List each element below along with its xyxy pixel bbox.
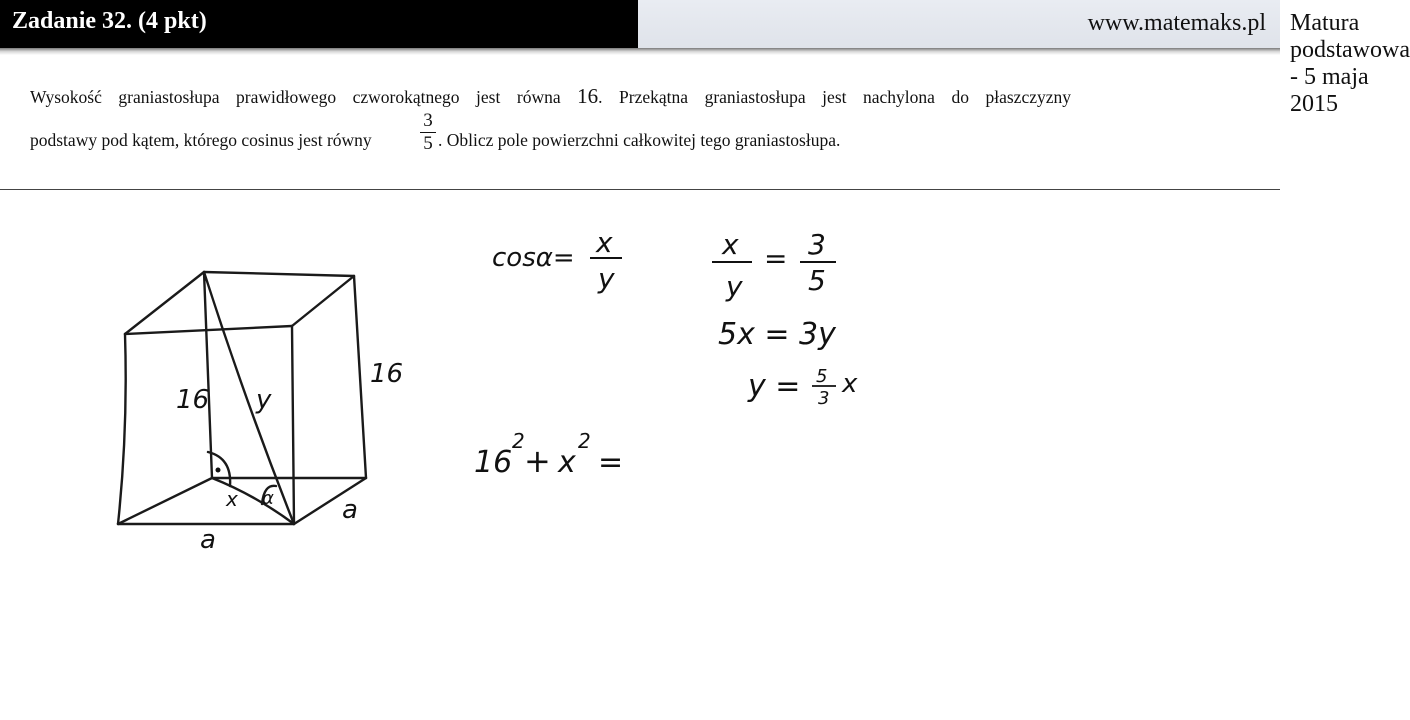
problem-text-1b: . Przekątna graniastosłupa jest nachylona do płaszczyzny [598,87,1071,107]
pyth-exp-2: 2 [578,429,591,453]
y-fraction-numerator: 5 [816,366,828,387]
prism-back-right-edge [354,276,366,478]
label-base-diagonal-x: x [226,487,238,511]
task-title: Zadanie 32. (4 pkt) [12,8,207,34]
label-edge-bottom-a: a [200,525,216,555]
ratio-rhs-denominator: 5 [808,264,826,297]
height-value: 16 [577,84,599,108]
y-variable: x [842,369,858,399]
prism-base-diagonal [212,478,294,524]
pyth-exp-1: 2 [512,429,525,453]
prism-sketch [118,272,366,524]
prism-right-top-edge [292,276,354,326]
exam-name: Matura podstawowa - 5 maja 2015 [1290,10,1410,117]
ratio-lhs-denominator: y [726,270,743,303]
cross-multiplied-eq: 5x = 3y [718,317,836,352]
label-height-left: 16 [176,385,210,415]
y-fraction-denominator: 3 [818,388,830,409]
label-diagonal-y: y [256,385,272,415]
y-lhs: y = [748,369,801,404]
label-angle-alpha: α [262,488,274,509]
right-angle-dot [216,468,221,473]
pyth-plus: + [524,442,551,480]
problem-text-2b: . Oblicz pole powierzchni całkowitej tego graniastosłupa. [438,130,841,150]
fraction-numerator: 3 [420,110,436,133]
prism-left-bottom-edge [118,478,212,524]
prism-front-left-edge [118,334,126,524]
problem-text-2a: podstawy pod kątem, którego cosinus jest równy [30,130,372,150]
cos-denominator: y [598,262,615,295]
prism-left-top-edge [125,272,204,334]
prism-front-right-edge [292,326,294,524]
problem-text-1a: Wysokość graniastosłupa prawidłowego czworokątnego jest równa [30,87,578,107]
work-area [474,226,858,480]
cos-lhs: cosα= [492,243,575,273]
prism-back-left-edge [204,272,212,478]
ratio-rhs-numerator: 3 [808,228,826,261]
fraction-denominator: 5 [423,133,433,154]
prism-back-top-edge [204,272,354,276]
pyth-base-x: x [558,445,576,480]
prism-space-diagonal [204,272,294,524]
pyth-equals: = [598,445,624,480]
label-height-right: 16 [370,359,404,389]
website-label: www.matemaks.pl [1087,10,1266,36]
prism-front-top-edge [125,326,292,334]
pyth-base-16: 16 [474,445,513,480]
label-edge-right-a: a [342,495,358,525]
ratio-lhs-numerator: x [722,228,739,261]
cos-numerator: x [596,226,613,259]
ratio-equals: = [764,242,788,275]
